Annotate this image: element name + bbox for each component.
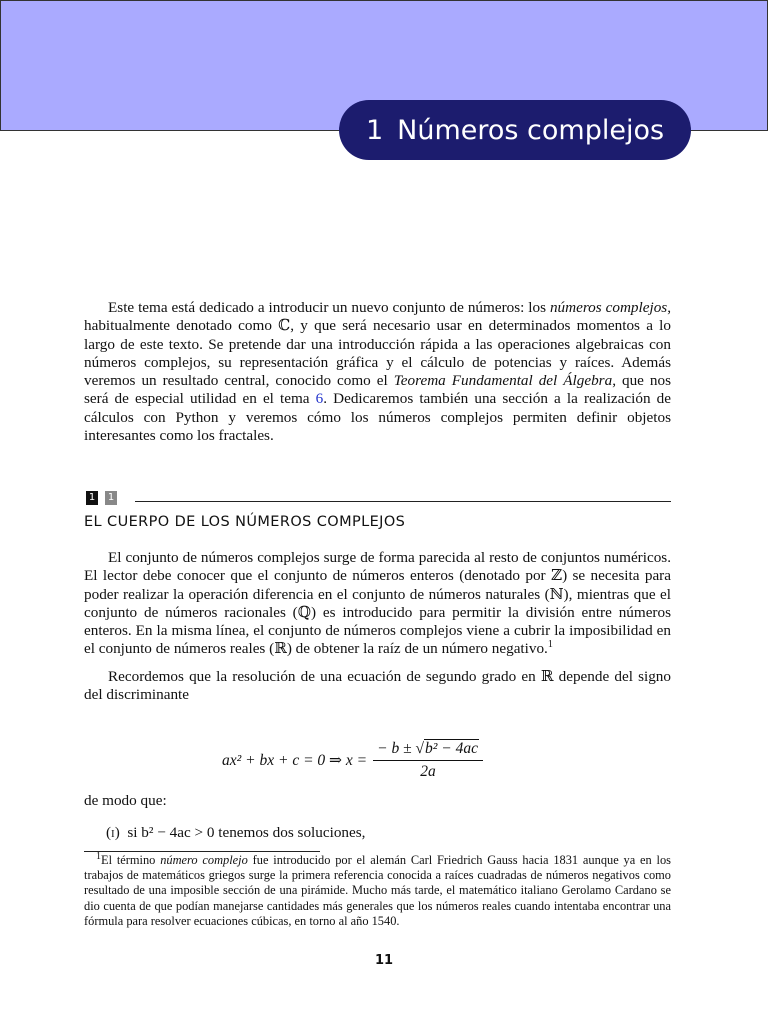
- chapter-title-pill: [339, 100, 691, 160]
- quadratic-formula: [222, 738, 483, 782]
- intro-text-3: , que nos será de especial utilidad en el tema: [84, 372, 672, 408]
- equation-denominator: 2a: [420, 762, 436, 780]
- footnote-emphasis: número complejo: [160, 853, 248, 867]
- equation-numerator: − b ± √b² − 4ac: [373, 740, 483, 761]
- chapter-link[interactable]: 6: [315, 390, 324, 408]
- footnote-text-1: El término: [101, 853, 161, 867]
- footnote-text-2: fue introducido por el alemán Carl Friedrich Gauss hacia 1831 aunque ya en los trabajos de matemáticos griegos surge la primera referencia conocida a raíces cuadradas de números negativos como resultado de una imposible sección de una pirámide. Mucho más tarde, el matemático italiano Gerolamo Cardano se dio cuenta de que podían manejarse cantidades más generales que los números reales cuando intentaba encontrar una fórmula para resolver ecuaciones cúbicas, en torno al año 1540.: [84, 853, 671, 928]
- chapter-number: 1: [365, 114, 384, 146]
- footnote-rule: [84, 851, 320, 852]
- section-body: [84, 549, 671, 704]
- list-item-label: (i): [106, 824, 120, 841]
- section-badge-chapter: 1: [86, 491, 98, 505]
- list-item: [106, 824, 365, 842]
- equation-fraction: [373, 740, 483, 781]
- body-paragraph-2: Recordemos que la resolución de una ecuación de segundo grado en ℝ depende del signo del discriminante: [84, 667, 671, 704]
- body-paragraph-1: El conjunto de números complejos surge de forma parecida al resto de conjuntos numéricos. El lector debe conocer que el conjunto de números enteros (denotado por ℤ) se necesita para poder realizar la operación diferencia en el conjunto de números naturales (ℕ), mientras que el conjunto de números racionales (ℚ) es introducido para permitir la división entre números enteros. En la misma línea, el conjunto de números complejos viene a cubrir la imposibilidad en el conjunto de números reales (ℝ) de obtener la raíz de un número negativo.$^1$: [84, 549, 671, 658]
- after-equation-text: de modo que:: [84, 792, 167, 809]
- footnote-mark: 1: [96, 850, 101, 862]
- equation-radicand: b² − 4ac: [424, 739, 478, 757]
- section-title: EL CUERPO DE LOS NÚMEROS COMPLEJOS: [84, 514, 406, 530]
- footnote: [84, 850, 671, 929]
- intro-paragraph: [84, 299, 671, 445]
- list-item-text: si b² − 4ac > 0 tenemos dos soluciones,: [127, 824, 366, 841]
- intro-text-2: , habitualmente denotado como ℂ, y que será necesario usar en determinados momentos a lo largo de este texto. Se pretende dar una introducción rápida a las operaciones algebraicas con números complejos, su representación gráfica y el cálculo de potencias y raíces. Además veremos un resultado central, conocido como el: [84, 299, 671, 390]
- section-header-rule: [84, 491, 671, 507]
- section-badge-number: 1: [105, 491, 117, 505]
- intro-text-1: Este tema está dedicado a introducir un nuevo conjunto de números: los: [108, 299, 550, 316]
- page-number: 11: [374, 953, 394, 968]
- intro-emphasis-2: Teorema Fundamental del Álgebra: [393, 372, 613, 390]
- section-divider: [135, 501, 671, 502]
- intro-emphasis-1: números complejos: [549, 299, 668, 316]
- chapter-title: Números complejos: [397, 114, 665, 146]
- footnote-ref[interactable]: 1: [547, 639, 553, 651]
- equation-lhs: ax² + bx + c = 0 ⇒ x =: [222, 751, 368, 769]
- intro-text-4: . Dedicaremos también una sección a la realización de cálculos con Python y veremos cómo los números complejos permiten definir objetos interesantes como los fractales.: [84, 390, 671, 445]
